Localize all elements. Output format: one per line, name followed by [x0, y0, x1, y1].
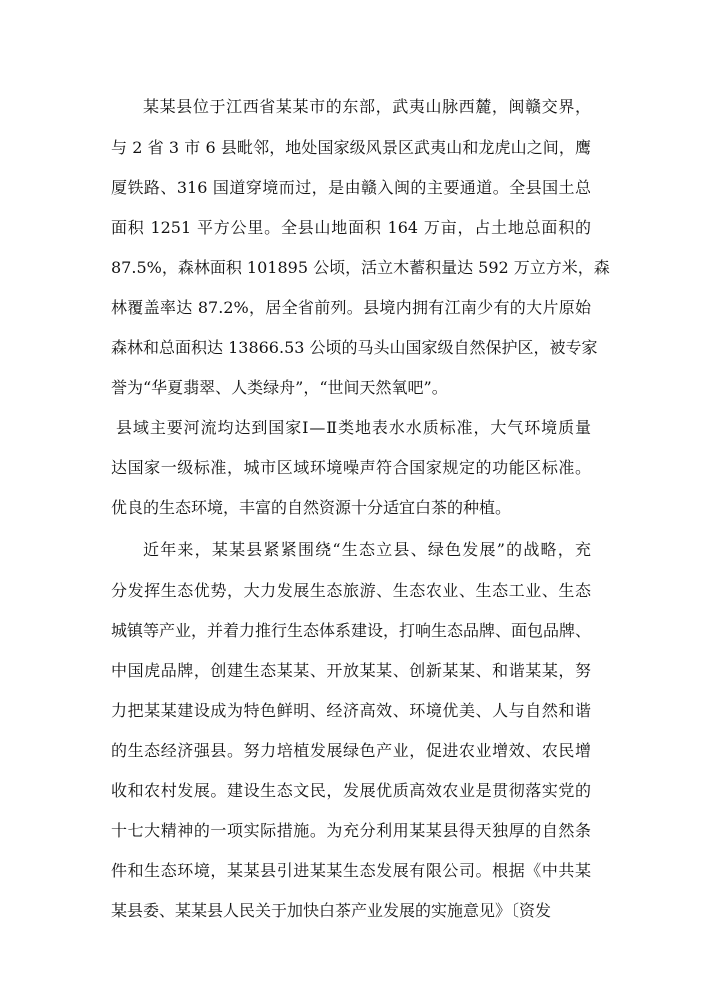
paragraph-3-line-4: 中国虎品牌，创建生态某某、开放某某、创新某某、和谐某某，努: [111, 661, 591, 680]
paragraph-3-line-5: 力把某某建设成为特色鲜明、经济高效、环境优美、人与自然和谐: [111, 701, 591, 720]
paragraph-1-line-2: 与 2 省 3 市 6 县毗邻，地处国家级风景区武夷山和龙虎山之间，鹰: [111, 138, 591, 157]
paragraph-2-line-3: 优良的生态环境，丰富的自然资源十分适宜白茶的种植。: [111, 498, 512, 517]
paragraph-3-line-2: 分发挥生态优势，大力发展生态旅游、生态农业、生态工业、生态: [111, 581, 591, 600]
paragraph-2-line-2: 达国家一级标准，城市区域环境噪声符合国家规定的功能区标准。: [111, 458, 591, 477]
paragraph-3-line-7: 收和农村发展。建设生态文民，发展优质高效农业是贯彻落实党的: [111, 781, 591, 800]
paragraph-3-line-6: 的生态经济强县。努力培植发展绿色产业，促进农业增效、农民增: [111, 741, 591, 760]
paragraph-1-line-6: 林覆盖率达 87.2%，居全省前列。县境内拥有江南少有的大片原始: [111, 298, 591, 317]
paragraph-1-line-7: 森林和总面积达 13866.53 公顷的马头山国家级自然保护区，被专家: [111, 338, 598, 357]
paragraph-3-line-3: 城镇等产业，并着力推行生态体系建设，打响生态品牌、面包品牌、: [111, 621, 592, 640]
paragraph-1-line-5: 87.5%，森林面积 101895 公顷，活立木蓄积量达 592 万立方米，森: [111, 258, 610, 277]
paragraph-1-line-3: 厦铁路、316 国道穿境而过，是由赣入闽的主要通道。全县国土总: [111, 178, 591, 197]
paragraph-3-line-8: 十七大精神的一项实际措施。为充分利用某某县得天独厚的自然条: [111, 821, 591, 840]
paragraph-3-line-1: 近年来，某某县紧紧围绕“生态立县、绿色发展”的战略，充: [143, 540, 591, 559]
paragraph-1-line-1: 某某县位于江西省某某市的东部，武夷山脉西麓，闽赣交界，: [143, 97, 591, 116]
paragraph-3-line-9: 件和生态环境，某某县引进某某生态发展有限公司。根据《中共某: [111, 861, 591, 880]
paragraph-1-line-4: 面积 1251 平方公里。全县山地面积 164 万亩，占土地总面积的: [111, 218, 591, 237]
paragraph-1-line-8: 誉为“华夏翡翠、人类绿舟”，“世间天然氧吧”。: [111, 378, 448, 397]
paragraph-3-line-10: 某县委、某某县人民关于加快白茶产业发展的实施意见》〔资发: [111, 901, 552, 920]
paragraph-2-line-1: 县域主要河流均达到国家Ⅰ—Ⅱ类地表水水质标准，大气环境质量: [116, 418, 591, 437]
